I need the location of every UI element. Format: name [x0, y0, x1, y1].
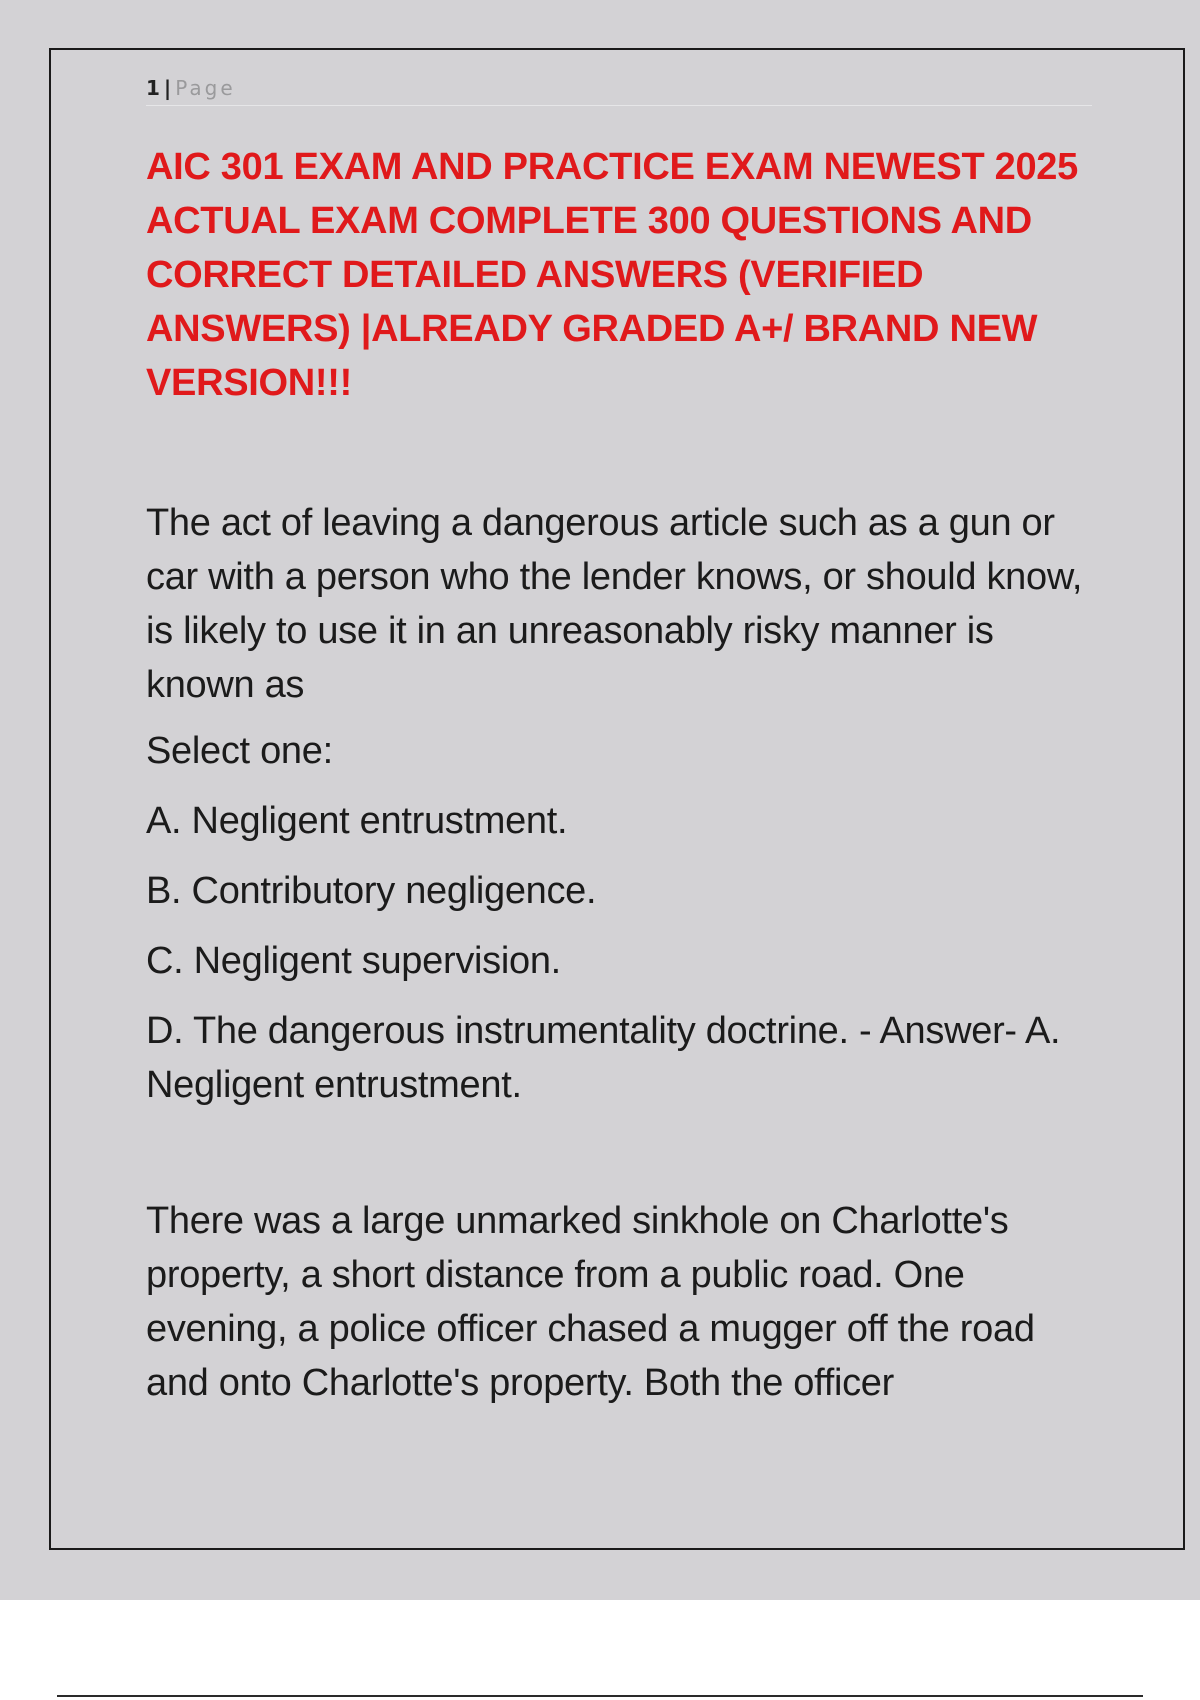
question-1-text: The act of leaving a dangerous article such as a gun or car with a person who the lender knows, or should know, is likely to use it in an unreasonably risky manner is known as [146, 502, 1083, 706]
page-header-separator: | [163, 76, 172, 100]
footer-rule [57, 1695, 1143, 1697]
document-title: AIC 301 EXAM AND PRACTICE EXAM NEWEST 2025 ACTUAL EXAM COMPLETE 300 QUESTIONS AND CORRECT DETAILED ANSWERS (VERIFIED ANSWERS) |ALREADY GRADED A+/ BRAND NEW VERSION!!! [146, 146, 1078, 404]
question-1-prompt: Select one: [146, 730, 333, 772]
question-1-option-c: C. Negligent supervision. [146, 940, 561, 982]
question-1-option-a: A. Negligent entrustment. [146, 800, 568, 842]
question-1-option-d-with-answer: D. The dangerous instrumentality doctrine. - Answer- A. Negligent entrustment. [146, 1010, 1061, 1106]
page-label: Page [175, 76, 236, 100]
page-number: 1 [146, 76, 160, 100]
document-content [146, 496, 1106, 1410]
page-header [146, 74, 1092, 106]
question-1-option-b: B. Contributory negligence. [146, 870, 597, 912]
question-2-text: There was a large unmarked sinkhole on Charlotte's property, a short distance from a public road. One evening, a police officer chased a mugger off the road and onto Charlotte's property. Both the officer [146, 1200, 1035, 1404]
